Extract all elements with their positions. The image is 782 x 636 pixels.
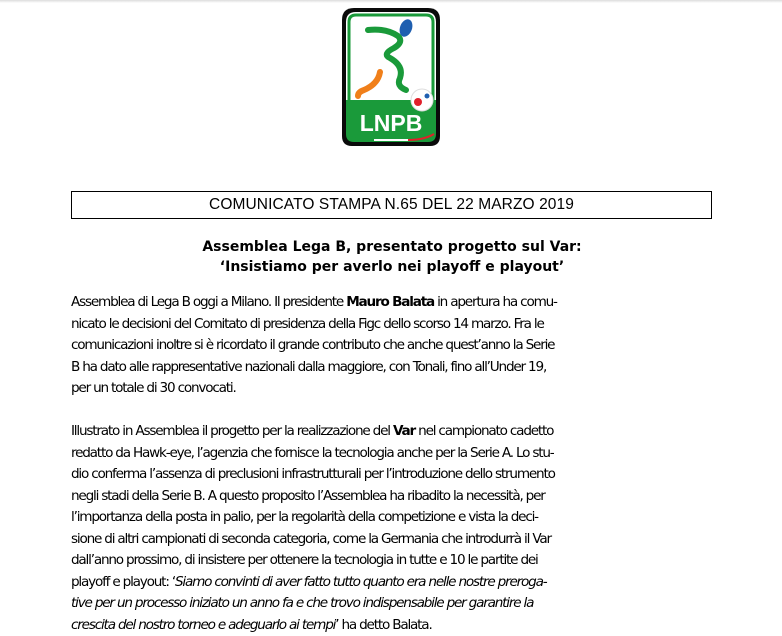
logo-ball-blue	[425, 94, 430, 99]
var-keyword: Var	[393, 423, 415, 439]
paragraph-1	[71, 292, 721, 400]
paragraph-1-line: per un totale di 30 convocati.	[71, 378, 721, 400]
press-release-title: COMUNICATO STAMPA N.65 DEL 22 MARZO 2019	[72, 192, 711, 218]
press-release-header	[71, 191, 712, 219]
text-run: in apertura ha comu-	[434, 294, 557, 310]
logo-text: LNPB	[360, 110, 423, 136]
quote-text: crescita del nostro torneo e adeguarlo ai tempi	[71, 617, 335, 633]
paragraph-2-line: sione di altri campionati di seconda categoria, come la Germania che introdurrà il Var	[71, 529, 721, 551]
lnpb-logo	[340, 6, 442, 148]
paragraph-2	[71, 421, 721, 636]
president-name: Mauro Balata	[346, 294, 434, 310]
paragraph-2-line: l’importanza della posta in palio, per la regolarità della competizione e vista la deci-	[71, 507, 721, 529]
paragraph-2-line: dio conferma l’assenza di preclusioni infrastrutturali per l’introduzione dello strumento	[71, 464, 721, 486]
paragraph-2-line	[71, 572, 721, 594]
paragraph-1-line: nicato le decisioni del Comitato di presidenza della Figc dello scorso 14 marzo. Fra le	[71, 314, 721, 336]
top-shadow	[0, 0, 782, 3]
text-run: Assemblea di Lega B oggi a Milano. Il presidente	[71, 294, 346, 310]
paragraph-1-line	[71, 292, 721, 314]
headline-line-2: ‘Insistiamo per averlo nei playoff e playout’	[71, 257, 713, 277]
paragraph-2-line	[71, 593, 721, 615]
paragraph-2-line	[71, 615, 721, 636]
paragraph-2-line: dall’anno prossimo, di insistere per ottenere la tecnologia in tutte e 10 le partite dei	[71, 550, 721, 572]
paragraph-2-line: negli stadi della Serie B. A questo proposito l’Assemblea ha ribadito la necessità, per	[71, 486, 721, 508]
text-run: playoff e playout: ‘	[71, 574, 175, 590]
quote-text: Siamo convinti di aver fatto tutto quanto era nelle nostre preroga-	[175, 574, 546, 590]
paragraph-1-line: comunicazioni inoltre si è ricordato il grande contributo che anche quest’anno la Serie	[71, 335, 721, 357]
paragraph-2-line: redatto da Hawk-eye, l’agenzia che fornisce la tecnologia anche per la Serie A. Lo stu-	[71, 443, 721, 465]
logo-ball-red	[414, 98, 422, 106]
headline-line-1: Assemblea Lega B, presentato progetto sul Var:	[71, 237, 713, 257]
logo-ball	[411, 89, 433, 111]
quote-text: tive per un processo iniziato un anno fa e che trovo indispensabile per garantire la	[71, 595, 533, 611]
paragraph-1-line: B ha dato alle rappresentative nazionali dalla maggiore, con Tonali, fino all’Under 19,	[71, 357, 721, 379]
paragraph-2-line	[71, 421, 721, 443]
text-run: ’ ha detto Balata.	[335, 617, 431, 633]
text-run: Illustrato in Assemblea il progetto per la realizzazione del	[71, 423, 393, 439]
text-run: nel campionato cadetto	[415, 423, 553, 439]
